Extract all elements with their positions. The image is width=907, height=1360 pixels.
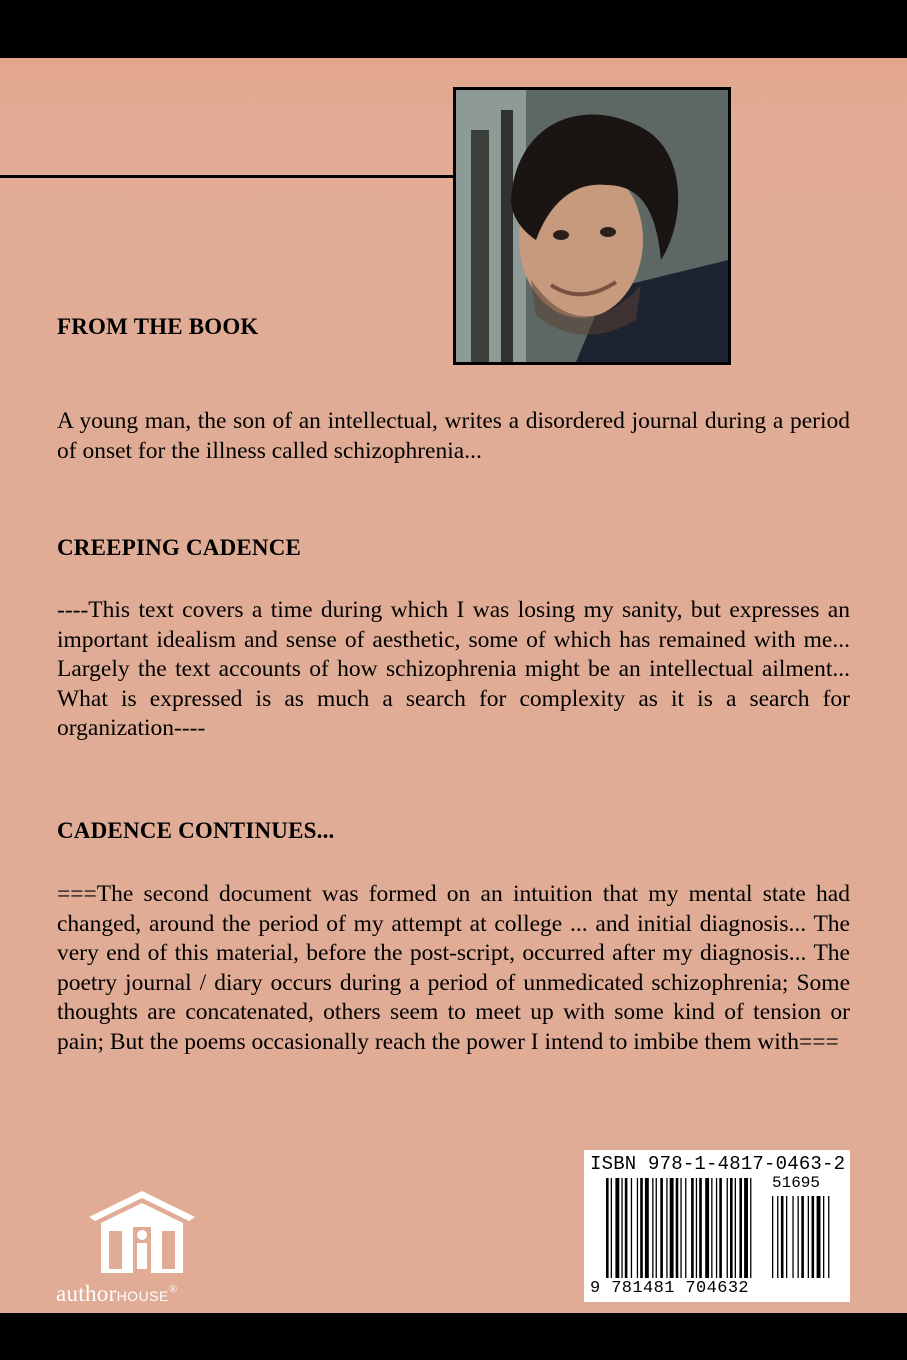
price-code: 51695 bbox=[772, 1174, 821, 1192]
isbn-number: ISBN 978-1-4817-0463-2 bbox=[590, 1153, 846, 1175]
heading-cadence-continues: CADENCE CONTINUES... bbox=[57, 818, 335, 843]
bottom-border bbox=[0, 1313, 907, 1360]
heading-from-the-book: FROM THE BOOK bbox=[57, 314, 259, 339]
barcode-digits: 9 781481 704632 bbox=[590, 1279, 750, 1298]
top-border bbox=[0, 0, 907, 58]
paragraph-creeping-cadence: ----This text covers a time during which I was losing my sanity, but expresses an important idealism and sense of aesthetic, some of which has remained with me... Largely the text accounts of how schizophrenia might be an intellectual ailment... What is expressed is as much a search for complexity as it is a search for organization---- bbox=[57, 597, 850, 741]
horizontal-rule bbox=[0, 175, 456, 178]
author-photo bbox=[453, 87, 731, 365]
paragraph-from-the-book: A young man, the son of an intellectual, writes a disordered journal during a period of onset for the illness called schizophrenia... bbox=[57, 408, 850, 464]
publisher-wordmark: authorHOUSE® bbox=[56, 1281, 178, 1306]
heading-creeping-cadence: CREEPING CADENCE bbox=[57, 535, 302, 560]
paragraph-cadence-continues: ===The second document was formed on an intuition that my mental state had changed, around the period of my attempt at college ... and initial diagnosis... The very end of this material, before the post-script, occurred after my diagnosis... The poetry journal / diary occurs during a period of unmedicated schizophrenia; Some thoughts are concatenated, others seem to meet up with some kind of tension or pain; But the poems occasionally reach the power I intend to imbibe them with=== bbox=[57, 881, 850, 1055]
isbn-barcode bbox=[584, 1150, 850, 1302]
